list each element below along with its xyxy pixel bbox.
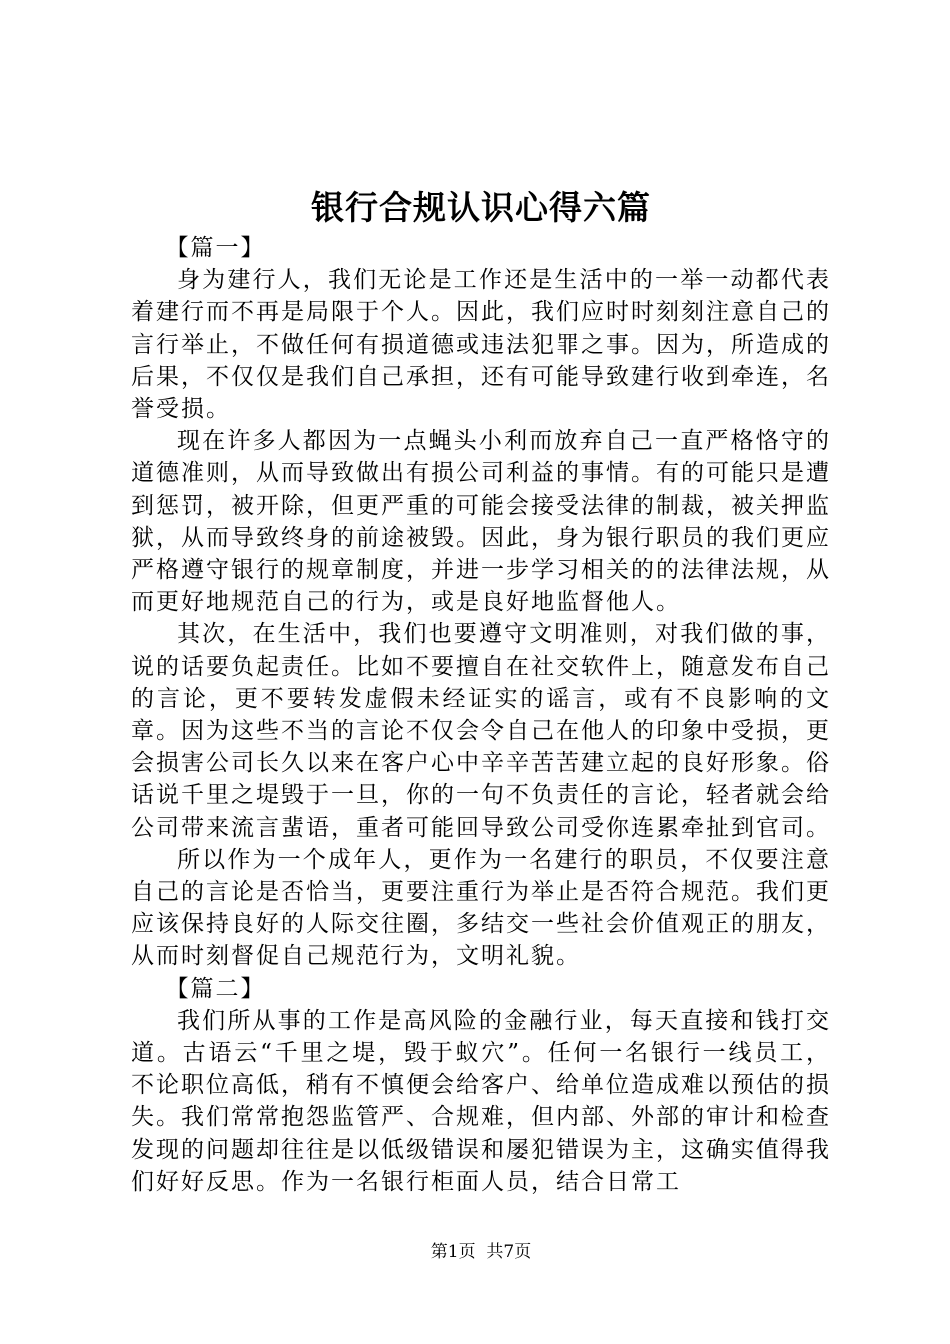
paragraph: 现在许多人都因为一点蝇头小利而放弃自己一直严格恪守的道德准则，从而导致做出有损公司利益的事情。有的可能只是遭到惩罚，被开除，但更严重的可能会接受法律的制裁，被关押监狱，从而导致终身的前途被毁。因此，身为银行职员的我们更应严格遵守银行的规章制度，并进一步学习相关的的法律法规，从而更好地规范自己的行为，或是良好地监督他人。 bbox=[131, 428, 831, 616]
paragraph: 其次，在生活中，我们也要遵守文明准则，对我们做的事，说的话要负起责任。比如不要擅自在社交软件上，随意发布自己的言论，更不要转发虚假未经证实的谣言，或有不良影响的文章。因为这些不当的言论不仅会令自己在他人的印象中受损，更会损害公司长久以来在客户心中辛辛苦苦建立起的良好形象。俗话说千里之堤毁于一旦，你的一句不负责任的言论，轻者就会给公司带来流言蜚语，重者可能回导致公司受你连累牵扯到官司。 bbox=[131, 621, 831, 841]
section-heading-1: 【篇一】 bbox=[165, 235, 266, 261]
paragraph: 我们所从事的工作是高风险的金融行业，每天直接和钱打交道。古语云“千里之堤，毁于蚁穴”。任何一名银行一线员工，不论职位高低，稍有不慎便会给客户、给单位造成难以预估的损失。我们常常抱怨监管严、合规难，但内部、外部的审计和检查发现的问题却往往是以低级错误和屡犯错误为主，这确实值得我们好好反思。作为一名银行柜面人员，结合日常工 bbox=[131, 1007, 831, 1195]
paragraph: 身为建行人，我们无论是工作还是生活中的一举一动都代表着建行而不再是局限于个人。因此，我们应时时刻刻注意自己的言行举止，不做任何有损道德或违法犯罪之事。因为，所造成的后果，不仅仅是我们自己承担，还有可能导致建行收到牵连，名誉受损。 bbox=[131, 267, 831, 423]
document-body bbox=[131, 232, 831, 1198]
document-title: 银行合规认识心得六篇 bbox=[311, 188, 651, 227]
page-number-footer: 第1页 共7页 bbox=[430, 1242, 532, 1262]
paragraph: 所以作为一个成年人，更作为一名建行的职员，不仅要注意自己的言论是否恰当，更要注重行为举止是否符合规范。我们更应该保持良好的人际交往圈，多结交一些社会价值观正的朋友，从而时刻督促自己规范行为，文明礼貌。 bbox=[131, 846, 831, 970]
section-heading-2: 【篇二】 bbox=[165, 975, 266, 1002]
document-page bbox=[131, 0, 831, 1344]
